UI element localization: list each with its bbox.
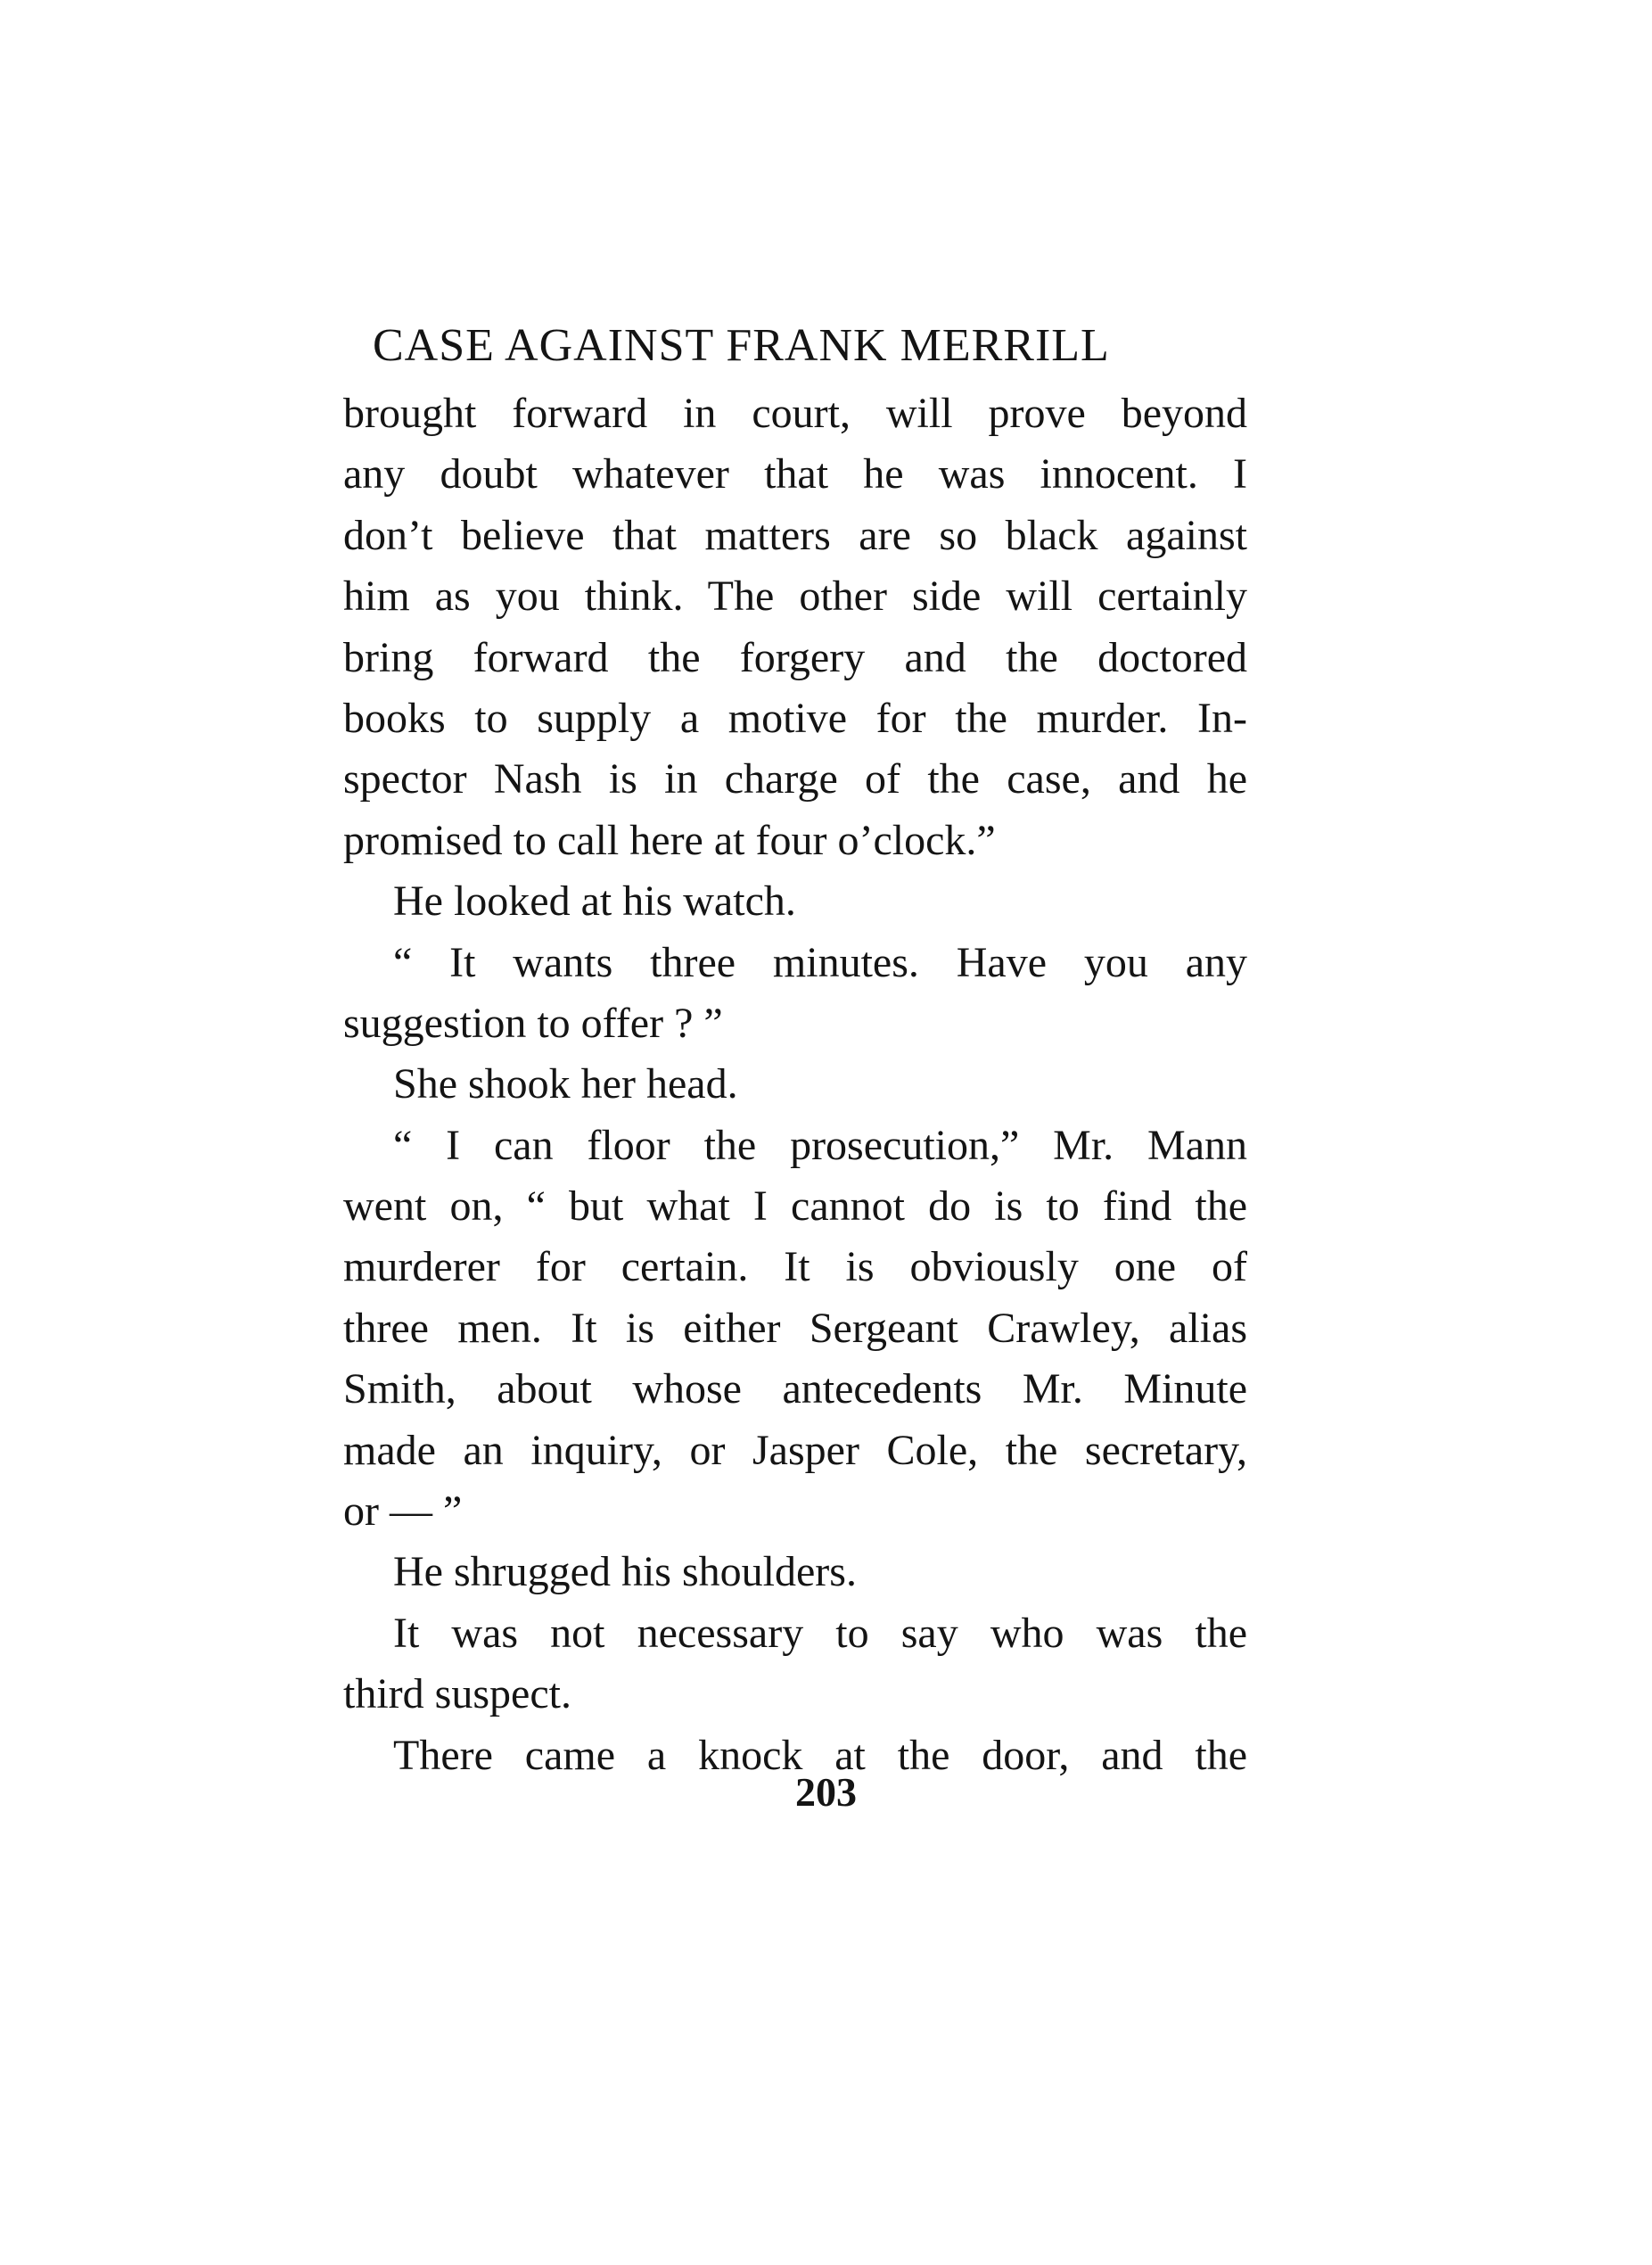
text-line: three men. It is either Sergeant Crawley, alias (343, 1304, 1247, 1352)
text-line: made an inquiry, or Jasper Cole, the secretary, (343, 1426, 1247, 1474)
page-number: 203 (795, 1769, 857, 1815)
text-line: suggestion to offer ? ” (343, 999, 723, 1047)
text-line: him as you think. The other side will certainly (343, 572, 1247, 621)
text-line: bring forward the forgery and the doctored (343, 633, 1247, 681)
text-line: She shook her head. (393, 1060, 738, 1108)
text-line: There came a knock at the door, and the (393, 1731, 1247, 1779)
text-line: books to supply a motive for the murder. In- (343, 694, 1247, 742)
text-line: any doubt whatever that he was innocent. I (343, 450, 1247, 498)
text-line: “ It wants three minutes. Have you any (393, 938, 1247, 986)
text-line: murderer for certain. It is obviously one of (343, 1243, 1247, 1291)
text-line: third suspect. (343, 1670, 571, 1718)
text-line: He looked at his watch. (393, 877, 796, 926)
text-line: or — ” (343, 1487, 463, 1536)
text-line: spector Nash is in charge of the case, and he (343, 755, 1247, 803)
running-head: CASE AGAINST FRANK MERRILL (373, 320, 1110, 371)
text-line: brought forward in court, will prove beyond (343, 390, 1247, 437)
text-line: It was not necessary to say who was the (393, 1609, 1247, 1657)
text-line: “ I can floor the prosecution,” Mr. Mann (393, 1121, 1247, 1169)
text-line: don’t believe that matters are so black against (343, 511, 1247, 559)
text-line: promised to call here at four o’clock.” (343, 816, 996, 864)
text-line: Smith, about whose antecedents Mr. Minute (343, 1365, 1247, 1413)
body-text (343, 383, 1247, 1786)
text-line: went on, “ but what I cannot do is to find the (343, 1182, 1247, 1231)
text-line: He shrugged his shoulders. (393, 1548, 857, 1596)
